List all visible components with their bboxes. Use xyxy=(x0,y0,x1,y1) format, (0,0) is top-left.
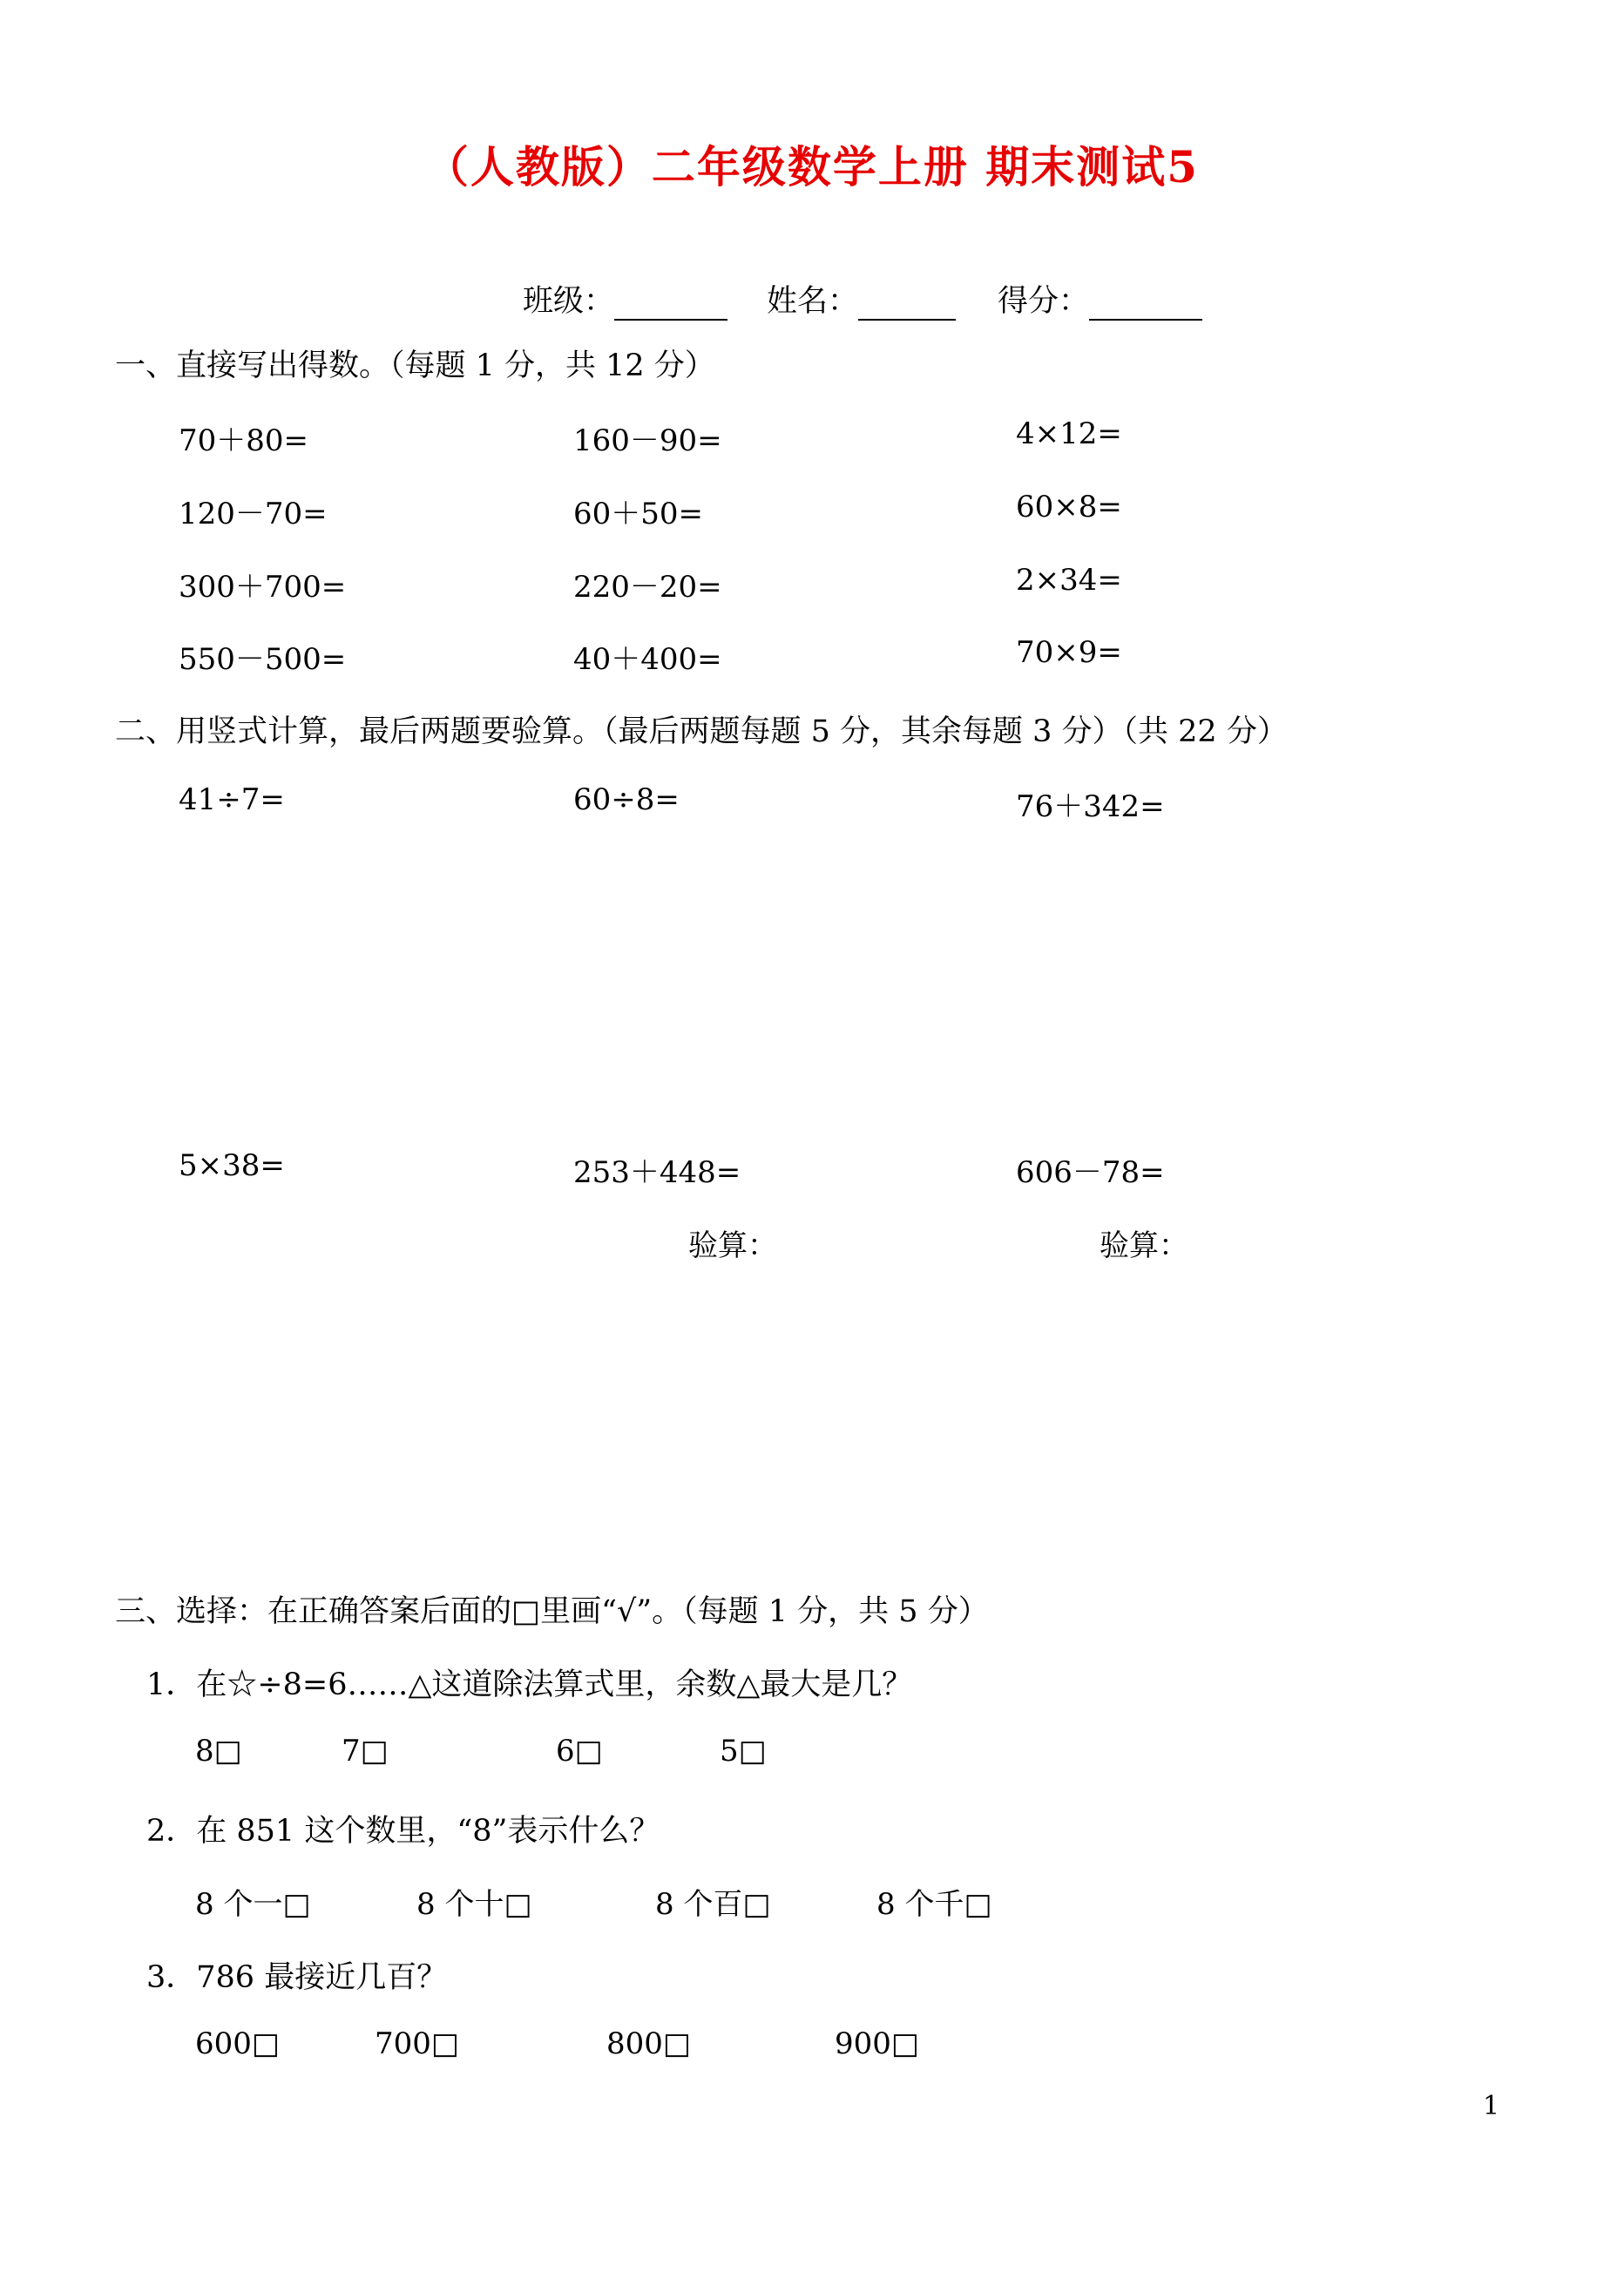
s1-item: 550－500= xyxy=(179,642,347,677)
s2-item: 606－78= xyxy=(1016,1155,1165,1190)
s1-item: 70×9= xyxy=(1016,635,1122,670)
option-checkbox[interactable]: 8 个千□ xyxy=(876,1887,992,1922)
s1-item: 70＋80= xyxy=(179,423,309,458)
option-checkbox[interactable]: 8 个百□ xyxy=(655,1887,771,1922)
class-field[interactable] xyxy=(523,277,727,321)
s1-item: 160－90= xyxy=(573,423,722,458)
name-blank[interactable] xyxy=(858,284,956,321)
score-field[interactable] xyxy=(998,277,1202,321)
option-checkbox[interactable]: 7□ xyxy=(342,1734,389,1769)
question-3: 3．786 最接近几百？ xyxy=(146,1960,448,1995)
option-checkbox[interactable]: 800□ xyxy=(606,2026,692,2061)
name-field[interactable] xyxy=(767,277,956,321)
page-number: 1 xyxy=(1483,2091,1500,2121)
option-checkbox[interactable]: 8 个一□ xyxy=(195,1887,311,1922)
option-checkbox[interactable]: 8□ xyxy=(195,1734,242,1769)
s1-item: 2×34= xyxy=(1016,563,1122,598)
page-title: （人教版）二年级数学上册 期末测试5 xyxy=(424,141,1200,193)
s1-item: 220－20= xyxy=(573,570,722,605)
s1-item: 120－70= xyxy=(179,497,328,531)
s2-item: 76＋342= xyxy=(1016,789,1165,824)
option-checkbox[interactable]: 8 个十□ xyxy=(416,1887,532,1922)
class-blank[interactable] xyxy=(614,284,727,321)
check-label: 验算： xyxy=(1100,1228,1188,1263)
s1-item: 300＋700= xyxy=(179,570,347,605)
score-blank[interactable] xyxy=(1089,284,1202,321)
s2-item: 253＋448= xyxy=(573,1155,741,1190)
question-2: 2．在 851 这个数里，“8”表示什么？ xyxy=(146,1814,660,1849)
option-checkbox[interactable]: 6□ xyxy=(556,1734,603,1769)
option-checkbox[interactable]: 900□ xyxy=(835,2026,920,2061)
s1-item: 4×12= xyxy=(1016,416,1122,451)
section1-heading: 一、直接写出得数。（每题 1 分，共 12 分） xyxy=(115,348,715,383)
s2-item: 41÷7= xyxy=(179,782,285,817)
s1-item: 60×8= xyxy=(1016,490,1122,524)
score-label: 得分： xyxy=(998,284,1090,319)
s2-item: 60÷8= xyxy=(573,782,680,817)
class-label: 班级： xyxy=(523,284,615,319)
option-checkbox[interactable]: 5□ xyxy=(720,1734,767,1769)
section2-heading: 二、用竖式计算，最后两题要验算。（最后两题每题 5 分，其余每题 3 分）（共 22 分） xyxy=(115,714,1288,749)
check-label: 验算： xyxy=(688,1228,777,1263)
question-1: 1．在☆÷8=6……△这道除法算式里，余数△最大是几？ xyxy=(146,1667,913,1702)
s1-item: 40＋400= xyxy=(573,642,722,677)
s1-item: 60＋50= xyxy=(573,497,704,531)
s2-item: 5×38= xyxy=(179,1148,285,1183)
option-checkbox[interactable]: 700□ xyxy=(375,2026,460,2061)
option-checkbox[interactable]: 600□ xyxy=(195,2026,281,2061)
section3-heading: 三、选择：在正确答案后面的□里画“√”。（每题 1 分，共 5 分） xyxy=(115,1594,989,1629)
name-label: 姓名： xyxy=(767,284,859,319)
